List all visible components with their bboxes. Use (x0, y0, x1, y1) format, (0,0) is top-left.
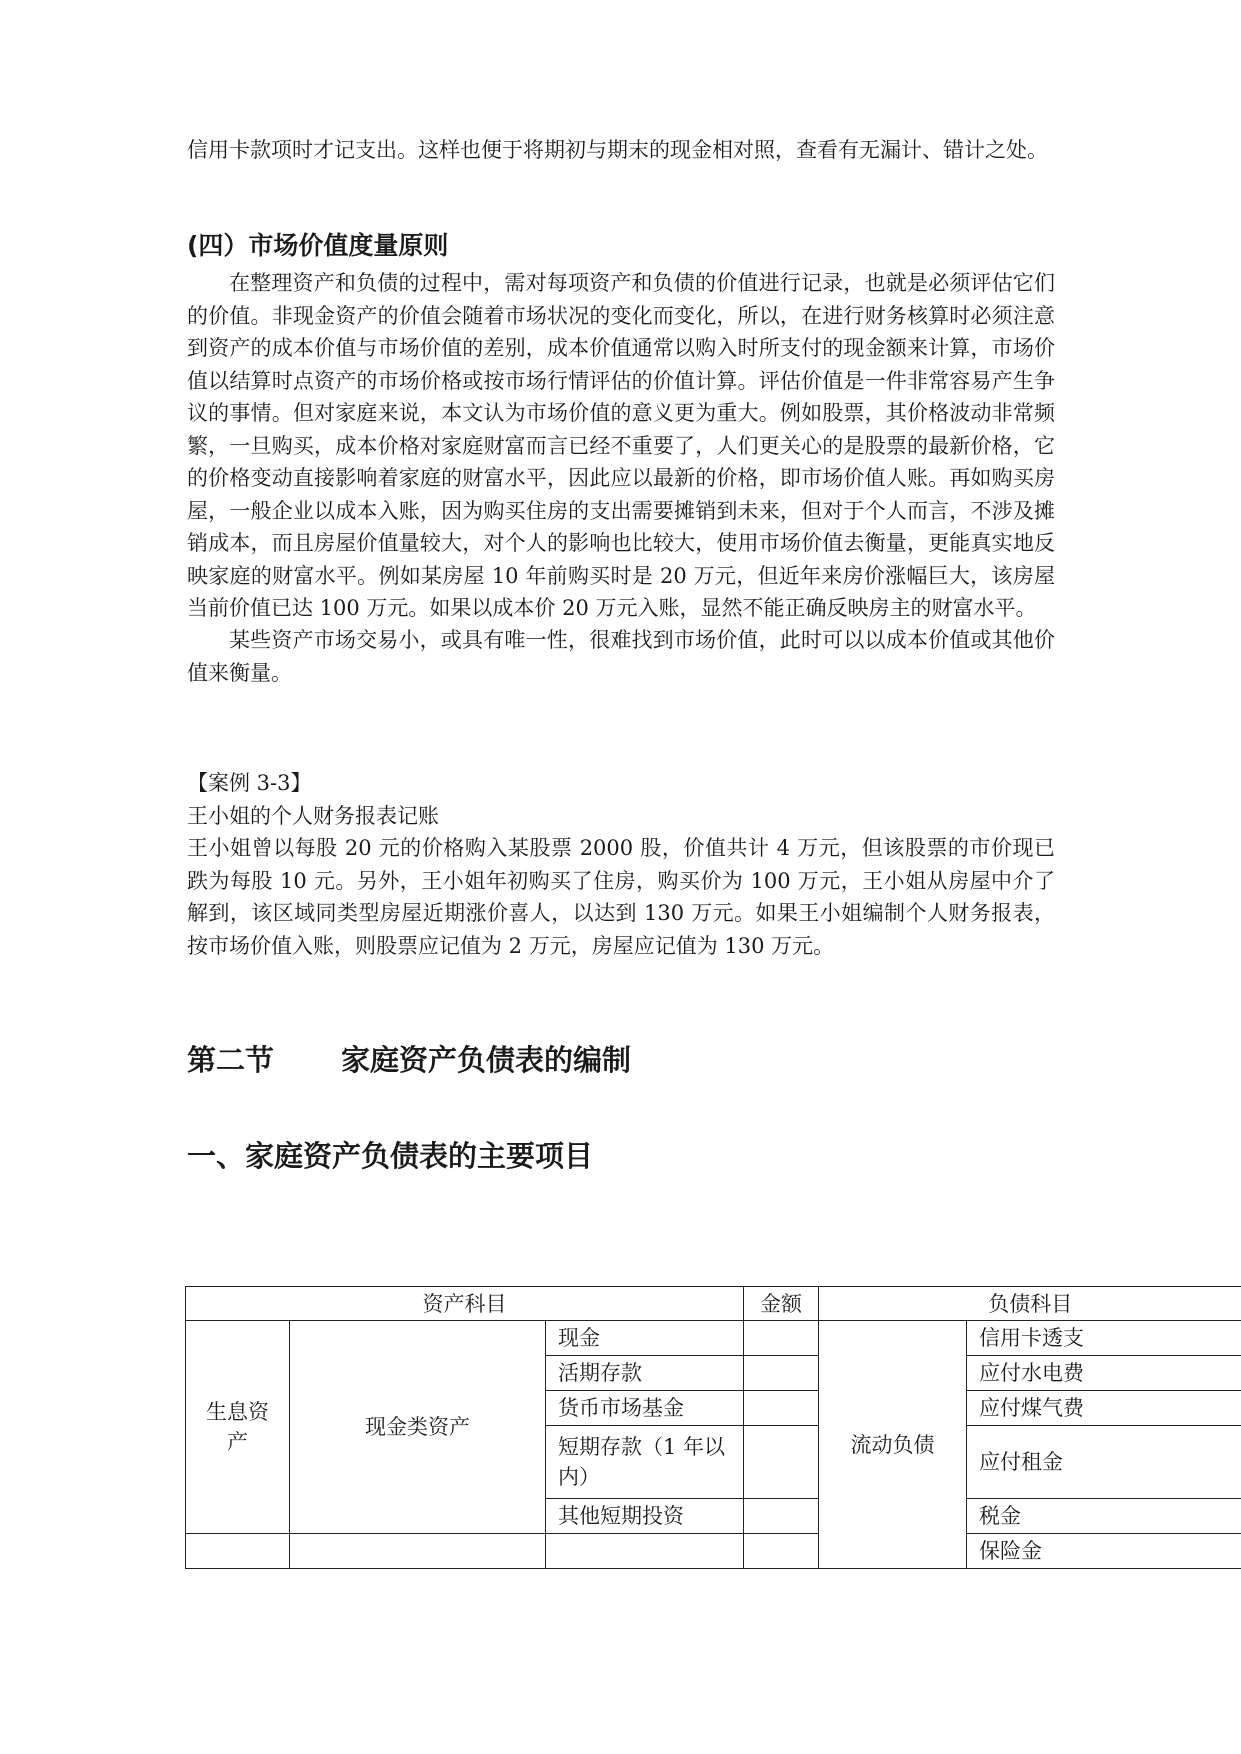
subsection-title: (四）市场价值度量原则 (187, 231, 449, 260)
paragraph-cost-value: 某些资产市场交易小，或具有唯一性，很难找到市场价值，此时可以以成本价值或其他价值来衡量。 (187, 628, 1055, 685)
case-text: 王小姐曾以每股 20 元的价格购入某股票 2000 股，价值共计 4 万元，但该股票的市价现已跌为每股 10 元。另外，王小姐年初购买了住房，购买价为 100 万元，王小姐从房屋中介了解到，该区域同类型房屋近期涨价喜人，以达到 130 万元。如果王小姐编制个人财务报表，按市场价值入账，则股票应记值为 2 万元，房屋应记值为 130 万元。 (187, 836, 1055, 958)
asset-item: 活期存款 (546, 1356, 744, 1391)
liability-item: 应付水电费 (967, 1356, 1241, 1391)
amount-cell (744, 1534, 819, 1569)
table-row (186, 1321, 1241, 1356)
asset-item: 其他短期投资 (546, 1499, 744, 1534)
asset-item: 现金 (546, 1321, 744, 1356)
table-row (186, 1534, 1241, 1569)
intro-line: 信用卡款项时才记支出。这样也便于将期初与期末的现金相对照，查看有无漏计、错计之处。 (187, 138, 1048, 162)
asset-group-cell: 现金类资产 (290, 1321, 546, 1534)
header-liabilities: 负债科目 (819, 1287, 1241, 1321)
asset-item: 货币市场基金 (546, 1391, 744, 1426)
asset-item: 短期存款（1 年以内） (546, 1426, 744, 1499)
amount-cell (744, 1391, 819, 1426)
amount-cell (744, 1426, 819, 1499)
liability-item: 税金 (967, 1499, 1241, 1534)
case-block (187, 767, 1055, 962)
section-number: 第二节 (187, 1043, 275, 1077)
empty-cell (546, 1534, 744, 1569)
liability-item: 保险金 (967, 1534, 1241, 1569)
header-assets: 资产科目 (186, 1287, 744, 1321)
amount-cell (744, 1356, 819, 1391)
empty-cell (290, 1534, 546, 1569)
liability-item: 应付煤气费 (967, 1391, 1241, 1426)
amount-cell (744, 1321, 819, 1356)
liability-item: 应付租金 (967, 1426, 1241, 1499)
liability-item: 信用卡透支 (967, 1321, 1241, 1356)
amount-cell (744, 1499, 819, 1534)
case-title: 王小姐的个人财务报表记账 (187, 803, 439, 828)
section-heading (187, 1040, 631, 1080)
empty-cell (186, 1534, 290, 1569)
case-label: 【案例 3-3】 (187, 771, 312, 795)
header-amount: 金额 (744, 1287, 819, 1321)
liability-group-cell: 流动负债 (819, 1321, 967, 1569)
section-title: 家庭资产负债表的编制 (341, 1043, 632, 1077)
part-heading: 一、家庭资产负债表的主要项目 (187, 1139, 594, 1173)
table-header-row (186, 1287, 1241, 1321)
balance-sheet-table (185, 1286, 1241, 1569)
paragraph-market-value: 在整理资产和负债的过程中，需对每项资产和负债的价值进行记录，也就是必须评估它们的价值。非现金资产的价值会随着市场状况的变化而变化，所以，在进行财务核算时必须注意到资产的成本价值与市场价值的差别，成本价值通常以购入时所支付的现金额来计算，市场价值以结算时点资产的市场价格或按市场行情评估的价值计算。评估价值是一件非常容易产生争议的事情。但对家庭来说，本文认为市场价值的意义更为重大。例如股票，其价格波动非常频繁，一旦购买，成本价格对家庭财富而言已经不重要了，人们更关心的是股票的最新价格，它的价格变动直接影响着家庭的财富水平，因此应以最新的价格，即市场价值人账。再如购买房屋，一般企业以成本入账，因为购买住房的支出需要摊销到未来，但对于个人而言，不涉及摊销成本，而且房屋价值量较大，对个人的影响也比较大，使用市场价值去衡量，更能真实地反映家庭的财富水平。例如某房屋 10 年前购买时是 20 万元，但近年来房价涨幅巨大，该房屋当前价值已达 100 万元。如果以成本价 20 万元入账，显然不能正确反映房主的财富水平。 (187, 271, 1055, 620)
asset-category-cell: 生息资产 (186, 1321, 290, 1534)
